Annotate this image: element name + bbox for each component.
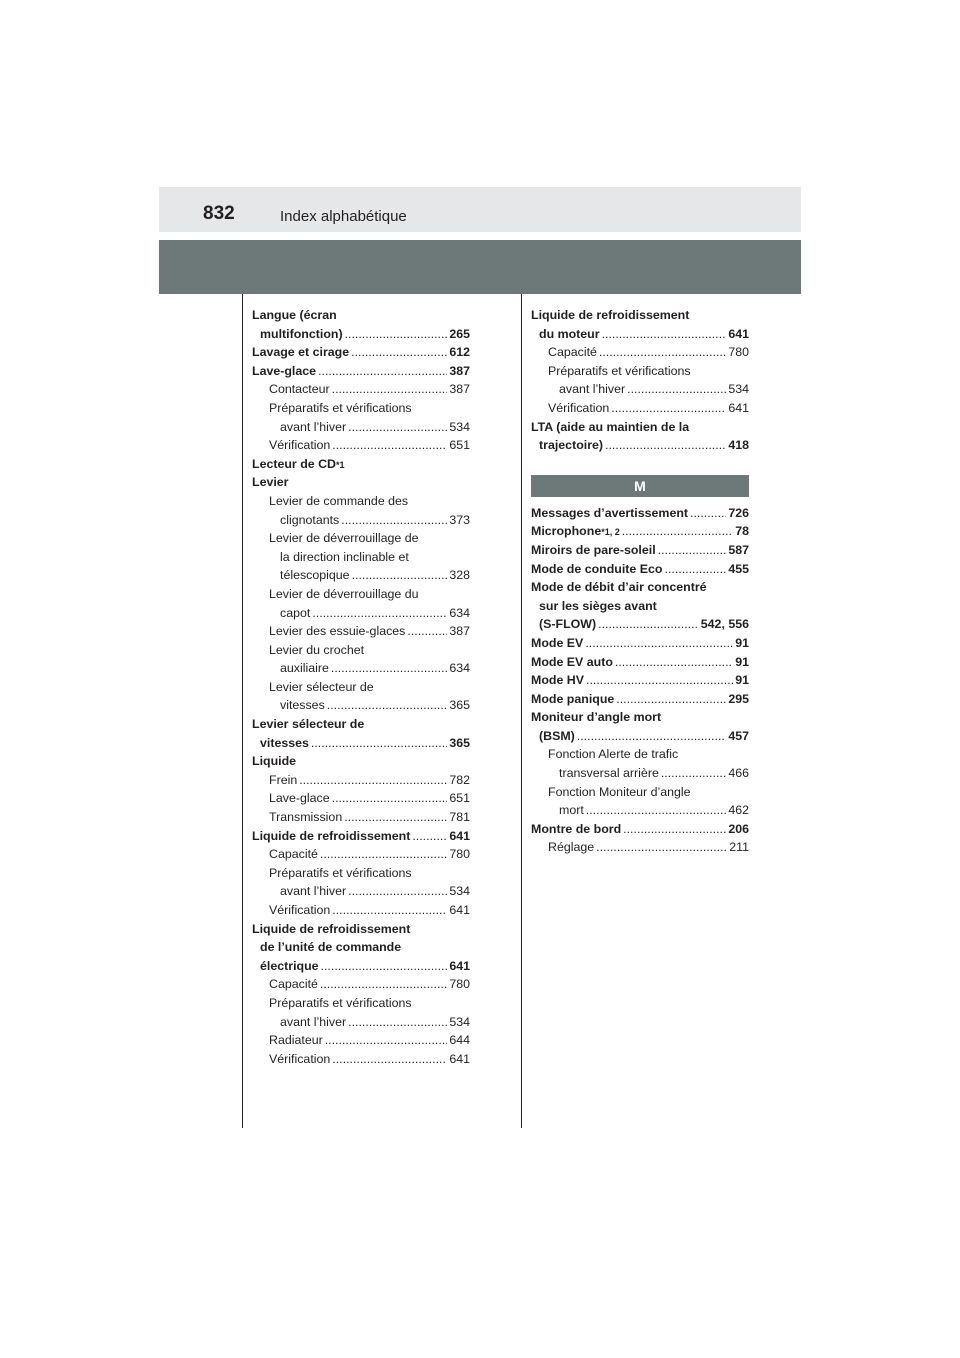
index-entry	[531, 560, 749, 579]
index-entry-term: Levier sélecteur de	[252, 717, 365, 732]
dot-leader	[615, 653, 733, 672]
index-entry	[531, 399, 749, 418]
index-entry-page: 641	[728, 326, 749, 341]
index-entry-term: Réglage	[548, 840, 595, 855]
index-entry-page: 211	[729, 840, 749, 855]
dot-leader	[325, 1031, 448, 1050]
index-entry-page: 612	[449, 345, 470, 360]
dot-leader	[320, 975, 447, 994]
index-entry	[531, 634, 749, 653]
index-entry-term: Miroirs de pare-soleil	[531, 542, 656, 557]
index-entry-term: Mode de conduite Eco	[531, 561, 663, 576]
index-entry-page: 780	[449, 977, 470, 992]
index-entry-page: 387	[449, 382, 470, 397]
index-entry-term: Fonction Moniteur d’angle	[548, 784, 691, 799]
index-entry	[531, 783, 749, 820]
dot-leader	[320, 845, 447, 864]
index-entry-page: 587	[728, 542, 749, 557]
dot-leader	[665, 560, 727, 579]
index-entry-term: du moteur	[539, 326, 600, 341]
index-entry-page: 457	[728, 728, 749, 743]
column-divider-left	[242, 294, 243, 1128]
index-entry-term: Langue (écran	[252, 308, 337, 322]
index-entry	[252, 1050, 470, 1069]
index-entry-page: 782	[449, 772, 470, 787]
dot-leader	[327, 696, 448, 715]
dot-leader	[622, 522, 733, 541]
index-entry-term: de l’unité de commande	[260, 940, 402, 955]
dot-leader	[599, 343, 726, 362]
index-entry-term: capot	[280, 605, 311, 620]
page-number: 832	[203, 203, 235, 224]
index-entry-term: Capacité	[548, 345, 597, 360]
index-entry-page: 534	[728, 382, 749, 397]
dot-leader	[661, 764, 726, 783]
index-entry	[252, 994, 470, 1031]
index-entry-term: Levier du crochet	[269, 642, 365, 657]
index-entry	[252, 789, 470, 808]
index-entry	[252, 808, 470, 827]
dot-leader	[658, 541, 727, 560]
index-entry	[252, 436, 470, 455]
index-entry-term: Mode EV auto	[531, 654, 613, 669]
index-entry	[252, 1031, 470, 1050]
index-entry-term: télescopique	[280, 568, 350, 583]
dot-leader	[577, 727, 727, 746]
index-entry-term: avant l’hiver	[280, 1014, 347, 1029]
index-entry-term: Préparatifs et vérifications	[269, 400, 412, 415]
index-entry-page: 634	[449, 661, 470, 676]
index-entry-term: Messages d’avertissement	[531, 505, 689, 520]
index-entry	[252, 920, 470, 976]
index-entry-term: Mode de débit d’air concentré	[531, 580, 707, 595]
index-entry-term: Vérification	[269, 438, 331, 453]
index-entry-term: Liquide de refroidissement	[252, 921, 411, 936]
index-entry	[252, 380, 470, 399]
index-entry-term: Montre de bord	[531, 821, 622, 836]
dot-leader	[623, 820, 726, 839]
index-entry-page: 780	[449, 847, 470, 862]
dot-leader	[585, 634, 733, 653]
index-entry-term: Mode panique	[531, 691, 615, 706]
dot-leader	[598, 615, 699, 634]
index-entry-term: Levier de commande des	[269, 493, 409, 508]
index-entry	[252, 771, 470, 790]
index-entry	[531, 745, 749, 782]
index-entry-page: 641	[449, 1051, 470, 1066]
index-entry-page: 780	[728, 345, 749, 360]
index-entry	[252, 399, 470, 436]
dot-leader	[407, 622, 447, 641]
dot-leader	[596, 838, 727, 857]
index-entry	[531, 306, 749, 343]
index-entry	[531, 504, 749, 523]
index-entry-term: Fonction Alerte de trafic	[548, 747, 679, 762]
index-entry-page: 365	[449, 698, 470, 713]
index-entry-page: 781	[449, 810, 470, 825]
dot-leader	[602, 325, 727, 344]
index-entry-term: Levier de déverrouillage du	[269, 586, 419, 601]
index-entry-page: 634	[449, 605, 470, 620]
index-entry	[252, 492, 470, 529]
index-entry-page: 328	[449, 568, 470, 583]
dot-leader	[332, 380, 448, 399]
dot-leader	[344, 808, 447, 827]
index-entry-page: 726	[728, 505, 749, 520]
index-entry	[531, 708, 749, 745]
index-entry	[252, 845, 470, 864]
dot-leader	[348, 418, 447, 437]
index-entry	[252, 343, 470, 362]
index-entry-term: multifonction)	[260, 326, 343, 341]
index-entry-term: Contacteur	[269, 382, 330, 397]
dot-leader	[311, 734, 447, 753]
index-entry-term: Mode EV	[531, 635, 584, 650]
header-band	[159, 187, 801, 232]
dot-leader	[351, 343, 447, 362]
index-entry	[531, 541, 749, 560]
dot-leader	[611, 399, 726, 418]
dot-leader	[352, 566, 448, 585]
index-entry-term: électrique	[260, 958, 319, 973]
index-entry-term: Levier des essuie-glaces	[269, 624, 406, 639]
index-entry-term: Vérification	[269, 1051, 331, 1066]
index-entry-term: avant l’hiver	[559, 382, 626, 397]
index-entry-term: Radiateur	[269, 1033, 323, 1048]
index-group-m	[531, 504, 749, 857]
index-entry-page: 91	[735, 654, 749, 669]
index-column-right	[531, 306, 749, 857]
index-entry	[531, 820, 749, 839]
index-entry	[252, 864, 470, 901]
index-entry	[531, 653, 749, 672]
index-entry	[252, 585, 470, 622]
index-entry-page: 651	[449, 438, 470, 453]
index-entry-page: 534	[449, 1014, 470, 1029]
index-entry-page: 641	[449, 828, 470, 843]
index-entry-term: clignotants	[280, 512, 340, 527]
index-entry	[252, 975, 470, 994]
index-entry: Microphone *1, 2 ..... 78	[531, 522, 749, 541]
index-entry	[531, 418, 749, 455]
dot-leader	[312, 604, 447, 623]
index-entry-term: Lavage et cirage	[252, 345, 350, 360]
index-entry-term: trajectoire)	[539, 438, 604, 453]
dot-leader	[586, 671, 733, 690]
index-entry-page: 418	[728, 438, 749, 453]
index-entry	[252, 678, 470, 715]
dot-leader	[586, 801, 727, 820]
index-entry-term: Transmission	[269, 810, 343, 825]
index-entry-page: 295	[728, 691, 749, 706]
index-entry-term: sur les sièges avant	[539, 598, 657, 613]
dot-leader	[299, 771, 447, 790]
index-entry-term: Frein	[269, 772, 298, 787]
index-entry-term: Lave-glace	[252, 363, 317, 378]
index-entry-term: transversal arrière	[559, 766, 659, 781]
index-entry-page: 91	[735, 673, 749, 688]
dot-leader	[332, 789, 448, 808]
index-entry-page: 651	[449, 791, 470, 806]
index-entry-term: Mode HV	[531, 673, 585, 688]
index-entry-term: mort	[559, 803, 584, 818]
dot-leader	[605, 436, 726, 455]
index-entry-term: vitesses	[260, 735, 309, 750]
index-entry-page: 265	[449, 326, 470, 341]
index-entry-term: Liquide	[252, 754, 297, 769]
index-entry	[252, 473, 470, 492]
index-entry-page: 78	[735, 524, 749, 539]
index-entry-term: (S-FLOW)	[539, 617, 597, 632]
index-entry-page: 387	[449, 363, 470, 378]
dot-leader	[348, 882, 447, 901]
index-entry-page: 206	[728, 821, 749, 836]
index-entry	[531, 671, 749, 690]
index-entry-page: 644	[449, 1033, 470, 1048]
index-entry-term: avant l’hiver	[280, 419, 347, 434]
index-entry-page: 462	[728, 803, 749, 818]
index-entry-page: 641	[449, 958, 470, 973]
index-entry	[531, 838, 749, 857]
index-entry-term: Liquide de refroidissement	[531, 308, 690, 322]
index-entry	[252, 752, 470, 771]
index-entry-page: 365	[449, 735, 470, 750]
index-entry	[252, 641, 470, 678]
dot-leader	[318, 362, 447, 381]
index-entry: Lecteur de CD *1	[252, 455, 470, 474]
index-column-left	[252, 306, 470, 1068]
index-entry	[531, 362, 749, 399]
dot-leader	[332, 1050, 447, 1069]
index-entry-term: auxiliaire	[280, 661, 329, 676]
index-entry-term: (BSM)	[539, 728, 575, 743]
index-entry-term: Levier de déverrouillage de	[269, 531, 419, 546]
column-divider-middle	[521, 294, 522, 1128]
index-entry	[531, 578, 749, 634]
index-entry	[252, 306, 470, 343]
index-entry-term: Moniteur d’angle mort	[531, 710, 662, 725]
index-entry-page: 455	[728, 561, 749, 576]
index-entry	[531, 343, 749, 362]
index-entry-term: Lecteur de CD	[252, 456, 336, 471]
index-entry-term: Vérification	[548, 400, 610, 415]
index-entry	[252, 622, 470, 641]
header-dark-bar	[159, 240, 801, 294]
index-entry	[252, 362, 470, 381]
index-entry-term: Préparatifs et vérifications	[269, 995, 412, 1010]
index-entry-term: Levier sélecteur de	[269, 679, 374, 694]
letter-heading-m: M	[531, 475, 749, 497]
index-entry-page: 534	[449, 884, 470, 899]
section-title: Index alphabétique	[280, 208, 407, 225]
index-entry-term: vitesses	[280, 698, 325, 713]
index-entry-term: Vérification	[269, 903, 331, 917]
dot-leader	[690, 504, 726, 523]
dot-leader	[332, 901, 447, 920]
index-group-l-continued	[531, 306, 749, 455]
index-entry-page: 534	[449, 419, 470, 434]
index-entry	[252, 715, 470, 752]
index-entry-page: 542, 556	[700, 617, 749, 632]
dot-leader	[345, 325, 448, 344]
index-entry-term: la direction inclinable et	[280, 549, 409, 564]
dot-leader	[341, 511, 447, 530]
index-entry-page: 641	[728, 400, 749, 415]
dot-leader	[412, 827, 447, 846]
index-entry-term: LTA (aide au maintien de la	[531, 419, 690, 434]
index-entry-term: Capacité	[269, 977, 318, 992]
index-entry-term: Lave-glace	[269, 791, 330, 806]
index-entry-page: 91	[735, 635, 749, 650]
index-entry	[252, 901, 470, 920]
index-entry-page: 373	[449, 512, 470, 527]
dot-leader	[321, 957, 448, 976]
dot-leader	[627, 380, 726, 399]
index-entry-term: Levier	[252, 475, 289, 490]
index-entry-term: Capacité	[269, 847, 318, 862]
index-entry-term: Préparatifs et vérifications	[269, 865, 412, 880]
index-entry-term: Microphone	[531, 524, 602, 539]
index-entry	[252, 827, 470, 846]
dot-leader	[348, 1013, 447, 1032]
index-entry-term: Préparatifs et vérifications	[548, 363, 691, 378]
dot-leader	[332, 436, 447, 455]
dot-leader	[331, 659, 447, 678]
index-entry-term: Liquide de refroidissement	[252, 828, 411, 843]
index-entry-page: 641	[449, 903, 470, 917]
index-entry-term: avant l’hiver	[280, 884, 347, 899]
index-entry	[531, 690, 749, 709]
dot-leader	[616, 690, 726, 709]
index-entry-page: 387	[449, 624, 470, 639]
index-entry	[252, 529, 470, 585]
index-entry-page: 466	[728, 766, 749, 781]
